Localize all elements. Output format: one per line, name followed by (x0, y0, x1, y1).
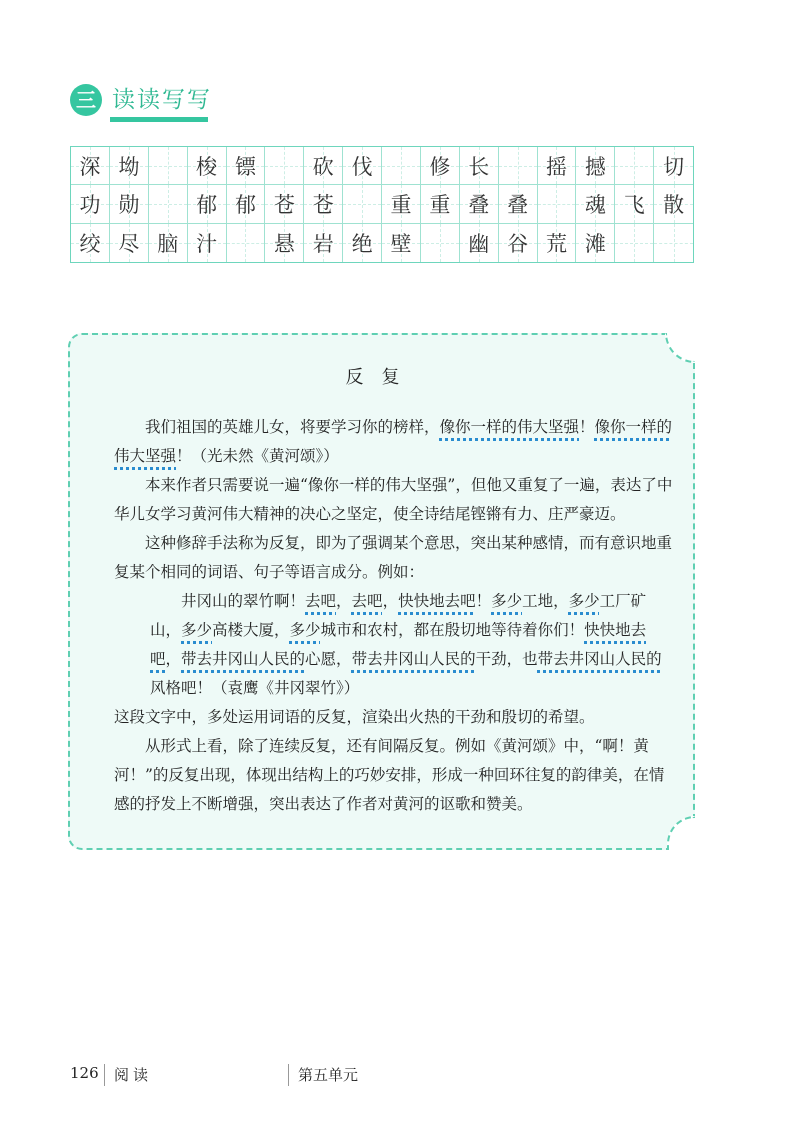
emphasis-text: 像你一样的伟大坚强 (114, 418, 673, 465)
grid-char: 魂 (584, 192, 606, 217)
paragraph-definition: 这种修辞手法称为反复，即为了强调某个意思，突出某种感情，而有意识地重复某个相同的词语、句子等语言成分。例如： (114, 534, 673, 581)
grid-char: 谷 (507, 231, 529, 256)
grid-cell (538, 224, 577, 262)
section-title: 读读写写 (112, 87, 212, 113)
grid-cell (421, 224, 460, 262)
grid-char: 岩 (312, 231, 334, 256)
grid-cell (71, 224, 110, 262)
grid-char: 幽 (468, 231, 490, 256)
grid-cell (265, 147, 304, 185)
grid-cell (499, 185, 538, 223)
paragraph-example-1: 我们祖国的英雄儿女，将要学习你的榜样，像你一样的伟大坚强！像你一样的伟大坚强！（光未然《黄河颂》） (114, 418, 673, 465)
grid-cell (615, 185, 654, 223)
grid-char: 功 (79, 192, 101, 217)
grid-char: 脑 (157, 231, 179, 256)
grid-char: 郁 (196, 192, 218, 217)
grid-char: 悬 (273, 231, 295, 256)
grid-cell (227, 147, 266, 185)
grid-char: 勋 (118, 192, 140, 217)
grid-char: 壁 (390, 231, 412, 256)
grid-cell (110, 224, 149, 262)
grid-char: 叠 (468, 192, 490, 217)
grid-cell (382, 185, 421, 223)
grid-char: 荒 (545, 231, 567, 256)
grid-cell (304, 185, 343, 223)
box-corner-decoration-bottom (667, 816, 695, 850)
grid-cell (188, 147, 227, 185)
page-number: 126 (70, 1064, 99, 1082)
grid-cell (71, 147, 110, 185)
grid-cell (149, 224, 188, 262)
grid-cell (304, 147, 343, 185)
grid-char: 梭 (196, 154, 218, 179)
footer-divider (104, 1064, 105, 1086)
grid-char: 摇 (545, 154, 567, 179)
grid-char: 苍 (312, 192, 334, 217)
vocabulary-grid (70, 146, 694, 263)
grid-cell (71, 185, 110, 223)
emphasis-text: 像你一样的伟大坚强 (439, 418, 580, 436)
grid-cell (460, 185, 499, 223)
grid-cell (460, 147, 499, 185)
grid-cell (382, 147, 421, 185)
grid-char: 叠 (507, 192, 529, 217)
grid-cell (421, 147, 460, 185)
grid-cell (615, 147, 654, 185)
grid-char: 郁 (234, 192, 256, 217)
grid-cell (654, 224, 693, 262)
grid-char: 苍 (273, 192, 295, 217)
grid-cell (110, 185, 149, 223)
box-corner-decoration (665, 333, 695, 363)
footer-unit: 第五单元 (298, 1066, 359, 1084)
grid-char: 尽 (118, 231, 140, 256)
grid-char: 绝 (351, 231, 373, 256)
grid-cell (265, 224, 304, 262)
grid-cell (654, 147, 693, 185)
page-footer (70, 1064, 470, 1088)
grid-cell (188, 185, 227, 223)
grid-char: 长 (468, 154, 490, 179)
grid-cell (227, 185, 266, 223)
rhetoric-info-box (68, 333, 695, 850)
paragraph-forms: 从形式上看，除了连续反复，还有间隔反复。例如《黄河颂》中，“啊！黄河！”的反复出现，体现出结构上的巧妙安排，形成一种回环往复的韵律美，在情感的抒发上不断增强，突出表达了作者对黄河的讴歌和赞美。 (114, 737, 665, 813)
grid-cell (576, 185, 615, 223)
grid-cell (499, 224, 538, 262)
grid-cell (149, 147, 188, 185)
section-number-badge: 三 (70, 84, 102, 116)
grid-cell (421, 185, 460, 223)
grid-char: 散 (663, 192, 685, 217)
grid-cell (265, 185, 304, 223)
footer-divider (288, 1064, 289, 1086)
grid-char: 伐 (351, 154, 373, 179)
box-body (114, 413, 675, 819)
grid-cell (538, 185, 577, 223)
grid-cell (576, 147, 615, 185)
grid-char: 重 (429, 192, 451, 217)
grid-cell (499, 147, 538, 185)
grid-cell (304, 224, 343, 262)
grid-cell (149, 185, 188, 223)
grid-cell (188, 224, 227, 262)
grid-cell (615, 224, 654, 262)
quote-example: 井冈山的翠竹啊！去吧，去吧，快快地去吧！多少工地，多少工厂矿山，多少高楼大厦，多少城市和农村，都在殷切地等待着你们！快快地去吧，带去井冈山人民的心愿，带去井冈山人民的干劲，也带去井冈山人民的风格吧！（袁鹰《井冈翠竹》） (150, 592, 662, 697)
grid-char: 重 (390, 192, 412, 217)
grid-char: 飞 (623, 192, 645, 217)
grid-cell (343, 185, 382, 223)
grid-char: 绞 (79, 231, 101, 256)
grid-char: 汁 (196, 231, 218, 256)
box-title: 反复 (345, 367, 418, 388)
grid-cell (576, 224, 615, 262)
grid-char: 切 (663, 154, 685, 179)
grid-char: 滩 (584, 231, 606, 256)
grid-cell (654, 185, 693, 223)
grid-char: 镖 (234, 154, 256, 179)
grid-char: 深 (79, 154, 101, 179)
grid-cell (343, 147, 382, 185)
grid-char: 撼 (584, 154, 606, 179)
grid-cell (343, 224, 382, 262)
grid-cell (538, 147, 577, 185)
section-title-underline (110, 117, 208, 122)
grid-cell (110, 147, 149, 185)
grid-cell (382, 224, 421, 262)
section-header (70, 84, 220, 124)
grid-char: 坳 (118, 154, 140, 179)
paragraph-explanation: 本来作者只需要说一遍“像你一样的伟大坚强”，但他又重复了一遍，表达了中华儿女学习黄河伟大精神的决心之坚定，使全诗结尾铿锵有力、庄严豪迈。 (114, 476, 673, 523)
grid-char: 砍 (312, 154, 334, 179)
grid-cell (460, 224, 499, 262)
grid-cell (227, 224, 266, 262)
footer-section: 阅读 (114, 1066, 153, 1084)
paragraph-analysis: 这段文字中，多处运用词语的反复，渲染出火热的干劲和殷切的希望。 (114, 708, 595, 726)
grid-char: 修 (429, 154, 451, 179)
